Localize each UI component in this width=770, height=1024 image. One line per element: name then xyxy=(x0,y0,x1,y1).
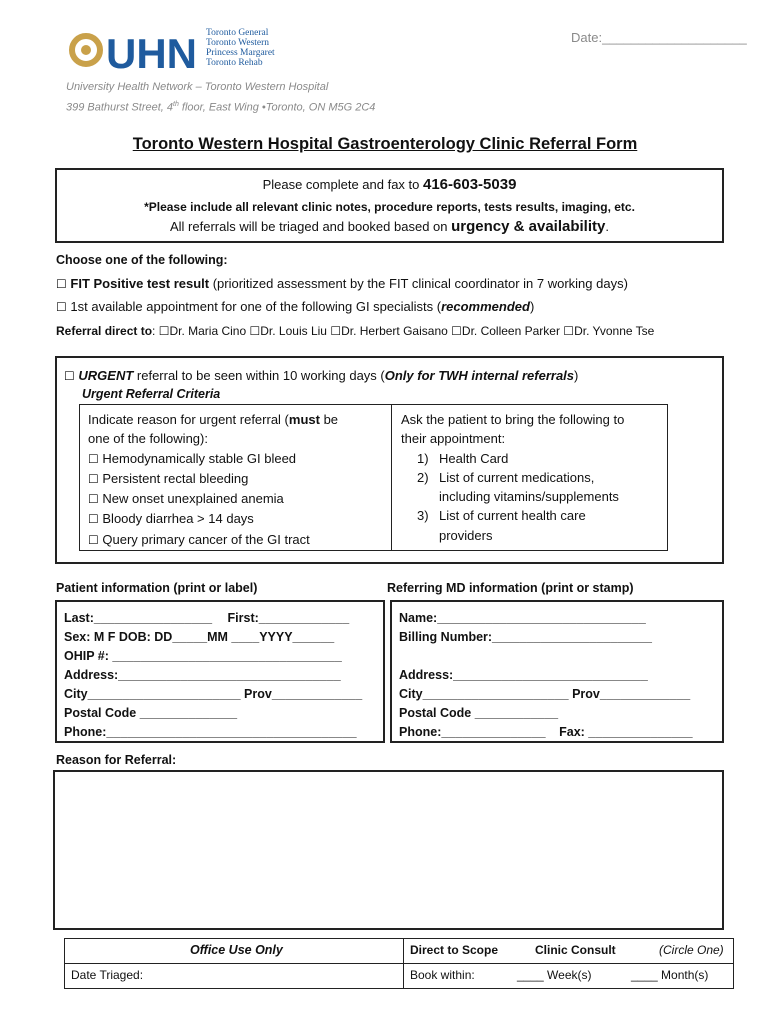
bring-item: 1) Health Card xyxy=(417,450,509,466)
triage-line: All referrals will be triaged and booked based on urgency & availability. xyxy=(170,218,609,235)
patient-postal-code-field[interactable]: Postal Code ______________ xyxy=(64,706,238,720)
checkbox-doctor[interactable]: ☐ xyxy=(158,324,170,338)
urgent-reason-list: Indicate reason for urgent referral (must be one of the following): ☐ Hemodynamically stable GI bleed ☐ Persistent rectal bleeding ☐ New onset unexplained anemia ☐ Bloody diarrhea > 14 days ☐ Query primary cancer of the GI tract xyxy=(88,410,338,550)
logo-hospital: Toronto Western xyxy=(206,38,270,48)
referral-direct-to: Referral direct to: ☐Dr. Maria Cino ☐Dr. Louis Liu ☐Dr. Herbert Gaisano ☐Dr. Colleen Parker ☐Dr. Yvonne Tse xyxy=(56,324,655,338)
logo-hospital-list xyxy=(206,28,275,68)
patient-address-field[interactable]: Address:________________________________ xyxy=(64,668,341,682)
criteria-item[interactable]: ☐ Hemodynamically stable GI bleed xyxy=(88,450,297,466)
patient-info-box xyxy=(55,600,385,743)
uhn-logo xyxy=(66,28,276,76)
date-field[interactable]: Date:____________________ xyxy=(571,30,747,45)
checkbox-criteria[interactable]: ☐ xyxy=(88,492,99,507)
direct-to-scope-option[interactable]: Direct to Scope xyxy=(410,943,499,957)
criteria-item[interactable]: ☐ Query primary cancer of the GI tract xyxy=(88,531,310,547)
weeks-field[interactable]: ____ Week(s) xyxy=(517,968,592,982)
md-info-heading: Referring MD information (print or stamp) xyxy=(387,581,634,595)
reason-heading: Reason for Referral: xyxy=(56,753,177,767)
urgent-option[interactable]: ☐ URGENT referral to be seen within 10 working days (Only for TWH internal referrals) xyxy=(64,368,579,383)
doctor-option[interactable]: ☐Dr. Louis Liu xyxy=(249,324,327,338)
checkbox-criteria[interactable]: ☐ xyxy=(88,532,99,547)
urgent-criteria-title: Urgent Referral Criteria xyxy=(82,387,221,401)
logo-hospital: Toronto General xyxy=(206,28,269,38)
criteria-item[interactable]: ☐ New onset unexplained anemia xyxy=(88,491,284,507)
address-line-2: 399 Bathurst Street, 4th floor, East Wing •Toronto, ON M5G 2C4 xyxy=(66,101,376,114)
bring-items-list: Ask the patient to bring the following to their appointment: 1) Health Card 2) List of current medications, including vitamins/supplements 3) List of current health care providers xyxy=(401,412,625,543)
md-fax-field[interactable]: Fax: _______________ xyxy=(559,725,693,739)
patient-info-heading: Patient information (print or label) xyxy=(56,581,258,595)
doctor-option[interactable]: ☐Dr. Maria Cino xyxy=(158,324,247,338)
clinic-consult-option[interactable]: Clinic Consult xyxy=(535,943,616,957)
doctor-option[interactable]: ☐Dr. Yvonne Tse xyxy=(563,324,655,338)
md-address-field[interactable]: Address:____________________________ xyxy=(399,668,648,682)
book-within-label: Book within: xyxy=(410,968,475,982)
circle-one-label: (Circle One) xyxy=(659,943,724,957)
patient-phone-field[interactable]: Phone:____________________________________ xyxy=(64,725,357,739)
logo-swirl-core xyxy=(81,45,91,55)
criteria-item[interactable]: ☐ Bloody diarrhea > 14 days xyxy=(88,511,254,527)
months-field[interactable]: ____ Month(s) xyxy=(631,968,709,982)
table-divider xyxy=(391,405,392,550)
md-info-box xyxy=(390,600,724,743)
bring-item: 3) List of current health care xyxy=(417,508,586,524)
fax-instructions-box xyxy=(55,168,724,243)
checkbox-doctor[interactable]: ☐ xyxy=(249,324,261,338)
form-title: Toronto Western Hospital Gastroenterology Clinic Referral Form xyxy=(132,135,638,153)
checkbox-criteria[interactable]: ☐ xyxy=(88,512,99,527)
hospital-address xyxy=(66,79,375,117)
doctor-option[interactable]: ☐Dr. Herbert Gaisano xyxy=(330,324,448,338)
checkbox-doctor[interactable]: ☐ xyxy=(330,324,342,338)
md-name-field[interactable]: Name:______________________________ xyxy=(399,611,646,625)
ohip-field[interactable]: OHIP #: _________________________________ xyxy=(64,649,342,663)
checkbox-criteria[interactable]: ☐ xyxy=(88,471,99,486)
date-triaged-field[interactable]: Date Triaged: xyxy=(71,968,144,982)
md-phone-field[interactable]: Phone:_______________ xyxy=(399,725,546,739)
billing-number-field[interactable]: Billing Number:_______________________ xyxy=(399,630,652,644)
option-first-available[interactable]: ☐ 1st available appointment for one of the following GI specialists (recommended) xyxy=(56,299,535,314)
office-table-divider-h xyxy=(65,963,733,964)
md-phone-fax-row xyxy=(399,723,693,742)
office-use-table xyxy=(64,938,734,989)
urgent-referral-box xyxy=(55,356,724,564)
md-postal-code-field[interactable]: Postal Code ____________ xyxy=(399,706,559,720)
criteria-item[interactable]: ☐ Persistent rectal bleeding xyxy=(88,470,249,486)
logo-hospital: Toronto Rehab xyxy=(206,58,263,68)
sex-dob-field[interactable]: Sex: M F DOB: DD_____MM ____YYYY______ xyxy=(64,630,335,644)
doctor-option[interactable]: ☐Dr. Colleen Parker xyxy=(451,324,560,338)
checkbox-criteria[interactable]: ☐ xyxy=(88,451,99,466)
office-use-label: Office Use Only xyxy=(190,943,283,957)
include-notes-line: *Please include all relevant clinic notes, procedure reports, tests results, imaging, etc. xyxy=(144,200,635,214)
checkbox-first-available[interactable]: ☐ xyxy=(56,300,67,314)
choose-heading: Choose one of the following: xyxy=(56,253,228,267)
checkbox-fit-positive[interactable]: ☐ xyxy=(56,277,67,291)
checkbox-doctor[interactable]: ☐ xyxy=(563,324,575,338)
fax-line: Please complete and fax to 416-603-5039 xyxy=(262,176,517,193)
first-name-field[interactable]: First:_____________ xyxy=(227,611,350,625)
option-fit-positive[interactable]: ☐ FIT Positive test result (prioritized assessment by the FIT clinical coordinator in 7 working days) xyxy=(56,276,628,291)
fax-number: 416-603-5039 xyxy=(423,176,517,193)
patient-city-prov-field[interactable]: City______________________ Prov_____________ xyxy=(64,687,363,701)
logo-text: UHN xyxy=(106,30,197,76)
address-line-1: University Health Network – Toronto Western Hospital xyxy=(66,81,329,93)
logo-hospital: Princess Margaret xyxy=(206,48,275,58)
referral-direct-label: Referral direct to xyxy=(56,324,153,338)
last-name-field[interactable]: Last:_________________ xyxy=(64,611,213,625)
patient-name-row xyxy=(64,609,362,628)
bring-item: 2) List of current medications, xyxy=(417,469,595,485)
checkbox-doctor[interactable]: ☐ xyxy=(451,324,462,338)
urgent-criteria-table xyxy=(79,404,668,551)
reason-for-referral-textarea[interactable] xyxy=(53,770,724,930)
checkbox-urgent[interactable]: ☐ xyxy=(64,369,75,383)
md-city-prov-field[interactable]: City_____________________ Prov_____________ xyxy=(399,687,691,701)
